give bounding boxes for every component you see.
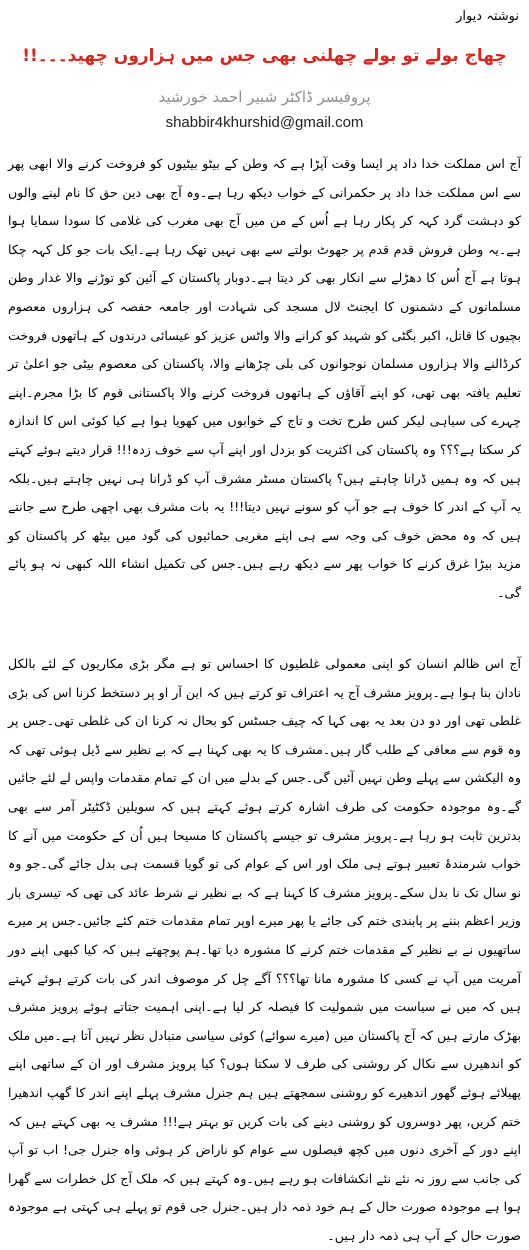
author-email[interactable]: shabbir4khurshid@gmail.com	[165, 114, 364, 131]
column-name: نوشتہ دیوار	[456, 9, 519, 24]
article-paragraph-1: آج اس مملکت خدا داد پر ایسا وقت آپڑا ہے کہ وطن کے بیٹو بیٹیوں کو فروخت کرنے والا ابھی پھر سے اس مملکت خدا داد پر حکمرانی کے خواب دیکھ رہا ہے۔وہ آج بھی دین حق کا نام لینے والوں کو دہشت گرد کہہ کر پکار رہا ہے اُس کے من میں آج بھی مغرب کی غلامی کا سودا سمایا ہوا ہے۔یہ وطن فروش قدم قدم پر جھوٹ بولتے سے بھی نہیں تھک رہا ہے۔ایک بات جو کل کہہ چکا ہوتا ہے آج اُس کا دھڑلے سے انکار بھی کر دیتا ہے۔دوبار پاکستان کے آئین کو توڑنے والا غدار وطن مسلمانوں کے دشمنوں کا ایجنٹ لال مسجد کی شہادت اور جامعہ حفصہ کی ہزاروں معصوم بچیوں کا قاتل، اکبر بگٹی کو شہید کو کرانے والا واٹس عزیز کو عیسائی درندوں کے ہاتھوں فروخت کرڈالنے والا ہزاروں مسلمان نوجوانوں کی بلی چڑھانے والا، پاکستان کی معصوم بیٹی جو اعلیٰ تر تعلیم یافتہ بھی تھی، کو اپنے آقاؤں کے ہاتھوں فروخت کرنے والا پاکستانی قوم کا بڑا مجرم۔اپنے چہرے کی سیاہی لیکر کس طرح تخت و تاج کے خوابوں میں کھویا ہوا ہے کیا کوئی اس کا اندازہ کر سکتا ہے؟؟؟ وہ پاکستان کی اکثریت کو بزدل اور اپنے آپ سے خوف زدہ!!! قرار دیتے ہوئے کہتے ہیں کہ وہ ہمیں ڈرانا چاہتے ہیں؟ پاکستان مسٹر مشرف آپ کو ڈرانا ہی نہیں چاہتے ہیں۔بلکہ یہ آپ کے اندر کا خوف ہے جو آپ کو سونے نہیں دیتا!!! یہ بات مشرف بھی اچھی طرح سے جانتے ہیں کہ وہ محض خوف کی وجہ سے ہی اپنے مغربی حمائیوں کی گود میں بیٹھ کر پاکستان کو مزید بیڑا غرق کرنے کا خواب پھر سے دیکھ رہے ہیں۔جس کی تکمیل انشاء اللہ کبھی نہ ہو پائے گی۔	[8, 156, 521, 600]
article-headline: چھاج بولے تو بولے چھلنی بھی جس میں ہزاروں چھید۔۔۔!!	[22, 46, 507, 66]
article-paragraph-2: آج اس ظالم انسان کو اپنی معمولی غلطیوں کا احساس تو ہے مگر بڑی مکاریوں کے لئے بالکل نادان بنا ہوا ہے۔پرویز مشرف آج یہ اعتراف تو کرتے ہیں کہ این آر او پر دستخط کرنا اس کی بڑی غلطی تھی اور دو دن بعد یہ بھی کہا کہ چیف جسٹس کو بحال نہ کرنا ان کی غلطی تھی۔جس پر وہ قوم سے معافی کے طلب گار ہیں۔مشرف کا یہ بھی کہنا ہے کہ بے نظیر سے ڈیل ہوئی تھی کہ وہ الیکشن سے پہلے وطن نہیں آئیں گی۔جس کے بدلے میں ان کے تمام مقدمات واپس لے لئے جائیں گے۔وہ موجودہ حکومت کی طرف اشارہ کرتے ہوئے کہتے ہیں کہ سویلین ڈکٹیٹر آمر سے بھی بدترین ثابت ہو رہا ہے۔پرویز مشرف تو جیسے پاکستان کا مسیحا ہیں اُن کے حکومت میں آنے کا خواب شرمندۂ تعبیر ہوتے ہی ملک اور اس کے عوام کی تو گویا قسمت ہی بدل جائے گی۔جو وہ نو سال تک نا بدل سکے۔پرویز مشرف کا کہنا ہے کہ بے نظیر نے شرط عائد کی تھی کہ تیسری بار وزیر اعظم بننے پر پابندی ختم کی جائے یا پھر میرے اوپر تمام مقدمات ختم کئے جائیں۔جس پر میرے ساتھیوں نے بے نظیر کے مقدمات ختم کرنے کا مشورہ دیا تھا۔ہم پوچھتے ہیں کہ کیا کبھی اپنے دور آمریت میں آپ نے کسی کا مشورہ مانا تھا؟؟؟ آگے چل کر موصوف اندر کی بات کرتے ہوئے کہتے ہیں کہ میں نے سیاست میں شمولیت کا فیصلہ کر لیا ہے۔اپنی اہمیت جتاتے ہوئے پرویز مشرف بھڑک مارتے ہیں کہ آج پاکستان میں (میرے سوائے) کوئی سیاسی متبادل نظر نہیں آتا ہے۔میں ملک کو اندھیرں سے نکال کر روشنی کی طرف لا سکتا ہوں؟ کیا پرویز مشرف اور ان کے ساتھی اپنے پھیلائے ہوئے گھور اندھیرے کو روشنی سمجھتے ہیں ہم جنرل مشرف پہلے اپنے اندر کا گھپ اندھیرا ختم کریں، پھر دوسروں کو روشنی دینے کی بات کریں تو بہتر ہے!!! مشرف یہ بھی کہتے ہیں کہ اپنے دور کے آخری دنوں میں کچھ فیصلوں سے عوام کو ناراض کر ہوئی واہ جنرل جی! اب تو آپ کی جانب سے روز نہ نئے نئے انکشافات ہو رہے ہیں۔وہ کہتے ہیں کہ ملک آج کل خطرات سے گھرا ہوا ہے موجودہ صورت حال کے ہم خود ذمہ دار ہیں۔جنرل جی قوم تو پہلے ہی کہتی ہے موجودہ صورت حال کے آپ ہی ذمہ دار ہیں۔	[8, 656, 521, 1243]
author-byline: پروفیسر ڈاکٹر شبیر احمد خورشید	[158, 88, 371, 106]
